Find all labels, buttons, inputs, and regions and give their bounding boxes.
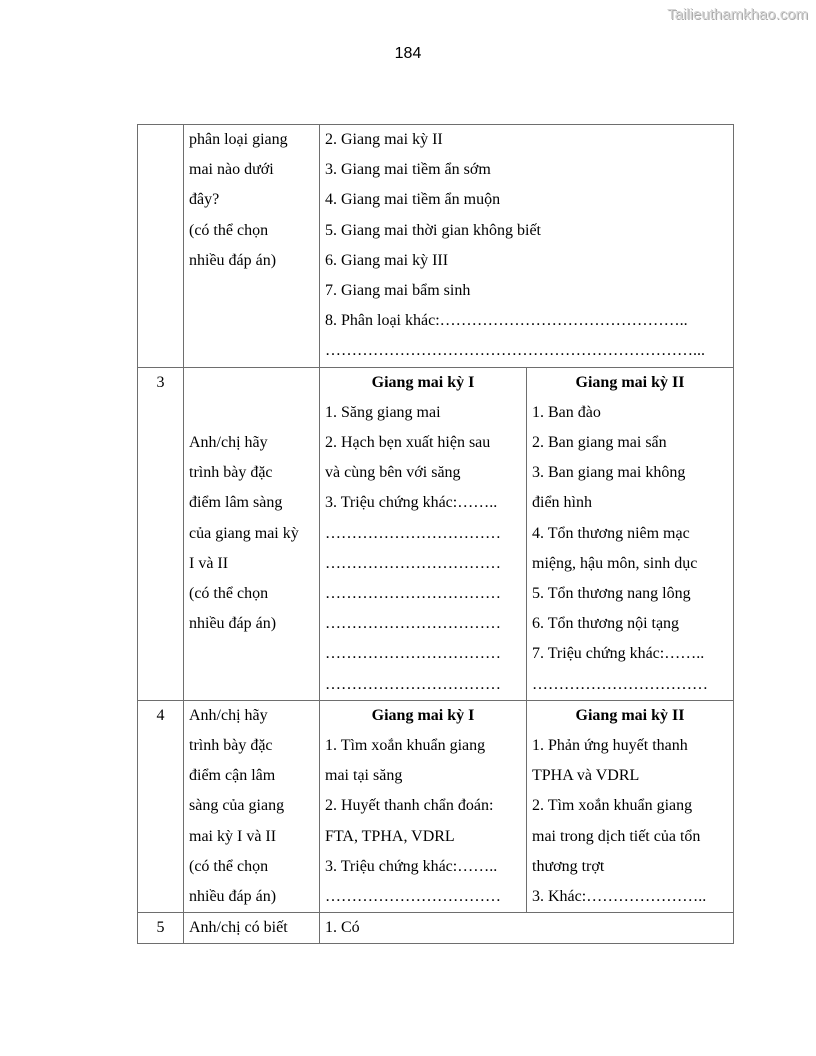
blank-answer-line: …………………………… [325,615,501,633]
option-item: miệng, hậu môn, sinh dục [532,554,698,572]
question-line: trình bày đặc [189,737,273,755]
question-line: nhiều đáp án) [189,615,277,633]
option-item: 2. Hạch bẹn xuất hiện sau [325,434,491,452]
row-number-cell: 4 [138,700,184,912]
question-line: của giang mai kỳ [189,524,299,542]
question-cell [184,700,320,912]
question-line: điểm cận lâm [189,767,276,785]
blank-answer-line: …………………………… [325,524,501,542]
stage-1-paraclinical-cell [320,700,527,912]
option-item: FTA, TPHA, VDRL [325,827,455,845]
option-item: 3. Ban giang mai không [532,464,686,482]
question-line: (có thể chọn [189,857,269,875]
page-number: 184 [394,45,422,62]
option-item: 5. Tổn thương nang lông [532,585,691,603]
column-header-stage-2: Giang mai kỳ II [575,373,685,391]
blank-answer-line: …………………………… [325,585,501,603]
option-item-other: 3. Triệu chứng khác:…….. [325,857,498,875]
column-header-stage-1: Giang mai kỳ I [371,373,475,391]
option-item-other: 3. Triệu chứng khác:…….. [325,494,498,512]
question-cell [184,913,320,944]
question-line: (có thể chọn [189,585,269,603]
option-item-other: 7. Triệu chứng khác:…….. [532,645,705,663]
option-item: 4. Tổn thương niêm mạc [532,524,690,542]
option-item: 6. Giang mai kỳ III [325,251,449,269]
question-cell [184,125,320,368]
option-item: thương trợt [532,857,605,875]
option-item: 1. Tìm xoắn khuẩn giang [325,737,486,755]
option-item: 2. Tìm xoắn khuẩn giang [532,797,693,815]
option-item: và cùng bên với săng [325,464,461,482]
question-line: đây? [189,191,220,209]
option-item: 1. Phản ứng huyết thanh [532,737,688,755]
question-line: nhiều đáp án) [189,251,277,269]
row-number-cell: 5 [138,913,184,944]
option-item: 3. Giang mai tiềm ẩn sớm [325,161,491,179]
option-item-other: 8. Phân loại khác:……………………………………….. [325,312,688,330]
option-item-other: 3. Khác:………………….. [532,888,707,906]
question-line: I và II [189,554,229,572]
option-item: mai trong dịch tiết của tổn [532,827,701,845]
stage-2-clinical-cell [527,367,734,700]
survey-table [137,124,734,944]
option-item: 1. Có [325,919,360,937]
row-number-cell [138,125,184,368]
option-item: 2. Huyết thanh chẩn đoán: [325,797,494,815]
question-line: nhiều đáp án) [189,888,277,906]
blank-answer-line: …………………………… [325,888,501,906]
row-number-cell: 3 [138,367,184,700]
question-line: mai kỳ I và II [189,827,277,845]
option-item: 1. Săng giang mai [325,403,441,421]
options-cell [320,125,734,368]
option-item: 1. Ban đào [532,403,601,421]
option-item: 7. Giang mai bẩm sinh [325,282,471,300]
question-line: điểm lâm sàng [189,494,283,512]
question-line: sàng của giang [189,797,285,815]
question-line: phân loại giang [189,131,288,148]
table-row-4 [138,700,734,912]
table-row-5 [138,913,734,944]
stage-1-clinical-cell [320,367,527,700]
column-header-stage-2: Giang mai kỳ II [575,706,685,724]
option-item: điển hình [532,494,592,512]
blank-answer-line: …………………………… [325,645,501,663]
question-cell [184,367,320,700]
question-line: Anh/chị có biết [189,919,288,937]
blank-answer-line: …………………………… [325,554,501,572]
question-line: (có thể chọn [189,221,269,239]
options-cell [320,913,734,944]
table-row-3 [138,367,734,700]
option-item: 4. Giang mai tiềm ẩn muộn [325,191,501,209]
option-item: 2. Giang mai kỳ II [325,131,443,148]
blank-answer-line: …………………………… [532,675,708,693]
option-item: mai tại săng [325,767,403,785]
watermark: Tailieuthamkhao.com [667,6,808,23]
column-header-stage-1: Giang mai kỳ I [371,706,475,724]
stage-2-paraclinical-cell [527,700,734,912]
option-item: 5. Giang mai thời gian không biết [325,221,541,239]
option-item: 6. Tổn thương nội tạng [532,615,680,633]
question-line: trình bày đặc [189,464,273,482]
table-row-continued [138,125,734,368]
question-line: Anh/chị hãy [189,434,268,452]
question-line: Anh/chị hãy [189,706,268,724]
blank-answer-line: …………………………… [325,675,501,693]
blank-answer-line: ……………………………………………………………... [325,342,705,360]
option-item: 2. Ban giang mai sẩn [532,434,667,452]
question-line: mai nào dưới [189,161,274,179]
option-item: TPHA và VDRL [532,767,640,785]
